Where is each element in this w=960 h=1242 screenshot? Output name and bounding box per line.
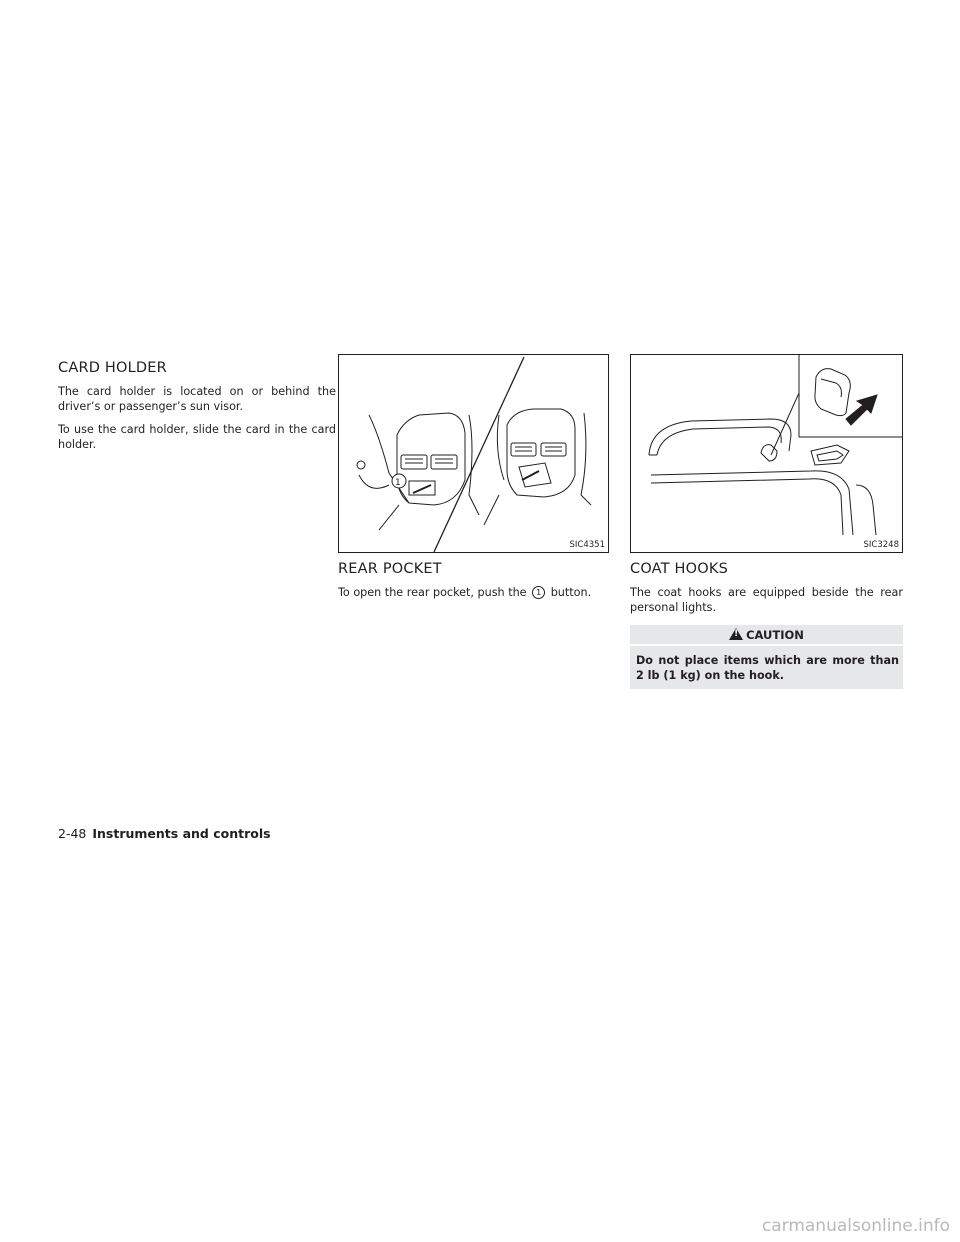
figure-code: SIC3248	[863, 540, 899, 550]
rear-pocket-paragraph: To open the rear pocket, push the 1 button.	[338, 586, 592, 599]
page-number: 2-48	[58, 826, 87, 841]
rear-pocket-section	[338, 354, 609, 608]
coat-hooks-section	[630, 354, 903, 689]
svg-text:1: 1	[395, 478, 401, 488]
coat-hooks-illustration	[631, 355, 904, 554]
watermark: carmanualsonline.info	[761, 1216, 950, 1236]
rear-pocket-illustration	[339, 355, 610, 554]
warning-triangle-icon	[729, 628, 743, 640]
coat-hooks-heading: COAT HOOKS	[630, 561, 728, 577]
card-holder-paragraph-2: To use the card holder, slide the card in the card holder.	[58, 423, 336, 451]
coat-hooks-paragraph: The coat hooks are equipped beside the rear personal lights.	[630, 586, 903, 614]
caution-header	[630, 625, 903, 646]
card-holder-paragraph-1: The card holder is located on or behind the driver’s or passenger’s sun visor.	[58, 385, 336, 413]
card-holder-heading: CARD HOLDER	[58, 360, 167, 376]
section-title: Instruments and controls	[92, 826, 271, 841]
card-holder-section	[58, 354, 336, 460]
rear-pocket-heading: REAR POCKET	[338, 561, 442, 577]
caution-label: CAUTION	[746, 628, 804, 642]
caution-box	[630, 625, 903, 689]
figure-code: SIC4351	[569, 540, 605, 550]
rear-pocket-figure	[338, 354, 609, 553]
page-footer	[58, 826, 271, 841]
caution-text: Do not place items which are more than 2 lb (1 kg) on the hook.	[636, 654, 899, 682]
coat-hooks-figure	[630, 354, 903, 553]
button-marker-1: 1	[532, 586, 545, 599]
